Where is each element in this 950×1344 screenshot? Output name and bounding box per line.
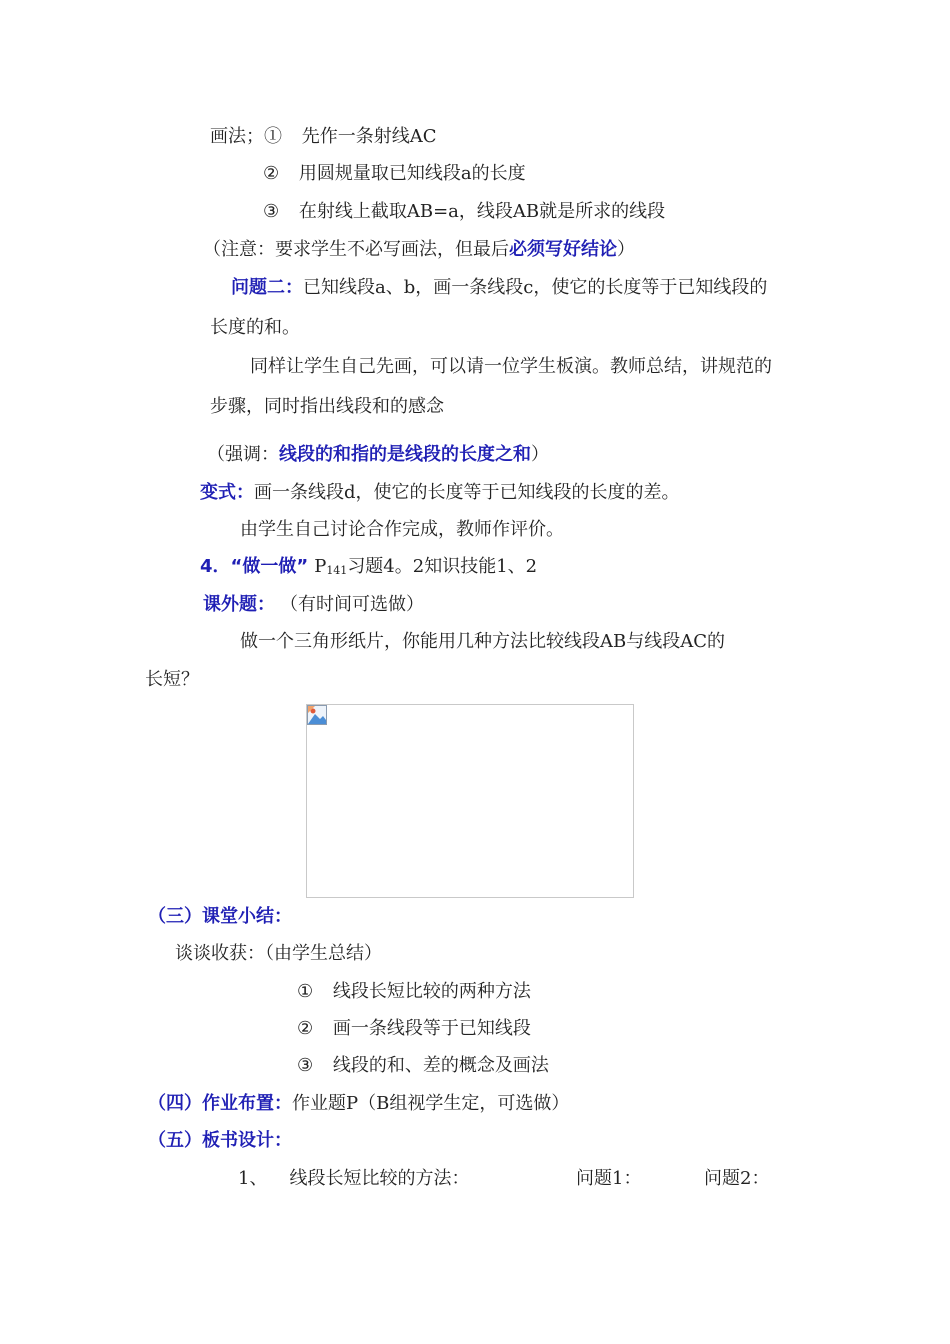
do-it-text: 习题4。2知识技能1、2 bbox=[347, 556, 538, 577]
note-line bbox=[203, 238, 635, 262]
homework-line bbox=[148, 1092, 569, 1116]
broken-image-icon bbox=[307, 705, 327, 725]
extra-question-line-2: 长短？ bbox=[145, 669, 199, 690]
extra-question-line-1: 做一个三角形纸片，你能用几种方法比较线段AB与线段AC的 bbox=[240, 631, 725, 652]
board-item-number: 1、 bbox=[238, 1168, 268, 1189]
emphasis-prefix: （强调： bbox=[207, 444, 279, 465]
summary-item-1-num: ① bbox=[297, 981, 314, 1002]
variant-label: 变式： bbox=[200, 482, 254, 503]
summary-intro: 谈谈收获：（由学生总结） bbox=[175, 943, 382, 964]
summary-item-3 bbox=[297, 1054, 549, 1078]
method-step-3-num: ③ bbox=[263, 201, 280, 222]
summary-item-3-text: 线段的和、差的概念及画法 bbox=[332, 1055, 549, 1076]
note-emphasis: 必须写好结论 bbox=[509, 239, 617, 260]
do-it-label: 4．“做一做” bbox=[200, 556, 309, 577]
variant-text: 画一条线段d，使它的长度等于已知线段的长度的差。 bbox=[254, 482, 680, 503]
board-item-1 bbox=[238, 1167, 469, 1191]
method-step-3 bbox=[263, 200, 665, 224]
extra-text: （有时间可选做） bbox=[289, 594, 424, 615]
variant-line bbox=[200, 481, 680, 505]
emphasis-line bbox=[207, 443, 549, 467]
method-step-3-text: 在射线上截取AB=a，线段AB就是所求的线段 bbox=[298, 201, 666, 222]
question-two-line-2: 长度的和。 bbox=[210, 317, 300, 338]
summary-item-3-num: ③ bbox=[297, 1055, 314, 1076]
do-it-p: P bbox=[314, 556, 327, 577]
question-two-text-1: 已知线段a、b，画一条线段c，使它的长度等于已知线段的 bbox=[303, 277, 768, 298]
question-two-line-1 bbox=[231, 276, 767, 300]
summary-item-2-num: ② bbox=[297, 1018, 314, 1039]
board-item-text: 线段长短比较的方法： bbox=[289, 1168, 470, 1189]
method-step-1 bbox=[210, 125, 437, 149]
method-step-2-text: 用圆规量取已知线段a的长度 bbox=[298, 163, 526, 184]
paragraph-line-1: 同样让学生自己先画，可以请一位学生板演。教师总结，讲规范的 bbox=[250, 356, 772, 377]
summary-item-2 bbox=[297, 1017, 531, 1041]
note-prefix: （注意：要求学生不必写画法，但最后 bbox=[203, 239, 509, 260]
homework-title: （四）作业布置： bbox=[148, 1093, 292, 1114]
board-question-1: 问题1： bbox=[576, 1168, 642, 1189]
do-it-page-number: 141 bbox=[326, 564, 348, 577]
method-step-1-text: 先作一条射线AC bbox=[301, 126, 437, 147]
do-it-line bbox=[200, 555, 537, 583]
discuss-line: 由学生自己讨论合作完成，教师作评价。 bbox=[240, 519, 564, 540]
summary-item-2-text: 画一条线段等于已知线段 bbox=[332, 1018, 531, 1039]
board-question-2: 问题2： bbox=[704, 1168, 770, 1189]
emphasis-suffix: ） bbox=[531, 444, 549, 465]
summary-title: （三）课堂小结： bbox=[148, 906, 292, 927]
homework-text: 作业题P（B组视学生定，可选做） bbox=[292, 1093, 570, 1114]
paragraph-line-2: 步骤，同时指出线段和的感念 bbox=[210, 396, 444, 417]
method-label: 画法；① bbox=[210, 126, 282, 147]
method-step-2-num: ② bbox=[263, 163, 280, 184]
extra-label: 课外题： bbox=[203, 594, 275, 615]
summary-item-1-text: 线段长短比较的两种方法 bbox=[332, 981, 531, 1002]
question-two-label: 问题二： bbox=[231, 277, 303, 298]
extra-title-line bbox=[203, 593, 424, 617]
method-step-2 bbox=[263, 162, 526, 186]
emphasis-text: 线段的和指的是线段的长度之和 bbox=[279, 444, 531, 465]
board-title: （五）板书设计： bbox=[148, 1130, 292, 1151]
image-placeholder bbox=[306, 704, 634, 898]
summary-item-1 bbox=[297, 980, 531, 1004]
note-suffix: ） bbox=[617, 239, 635, 260]
